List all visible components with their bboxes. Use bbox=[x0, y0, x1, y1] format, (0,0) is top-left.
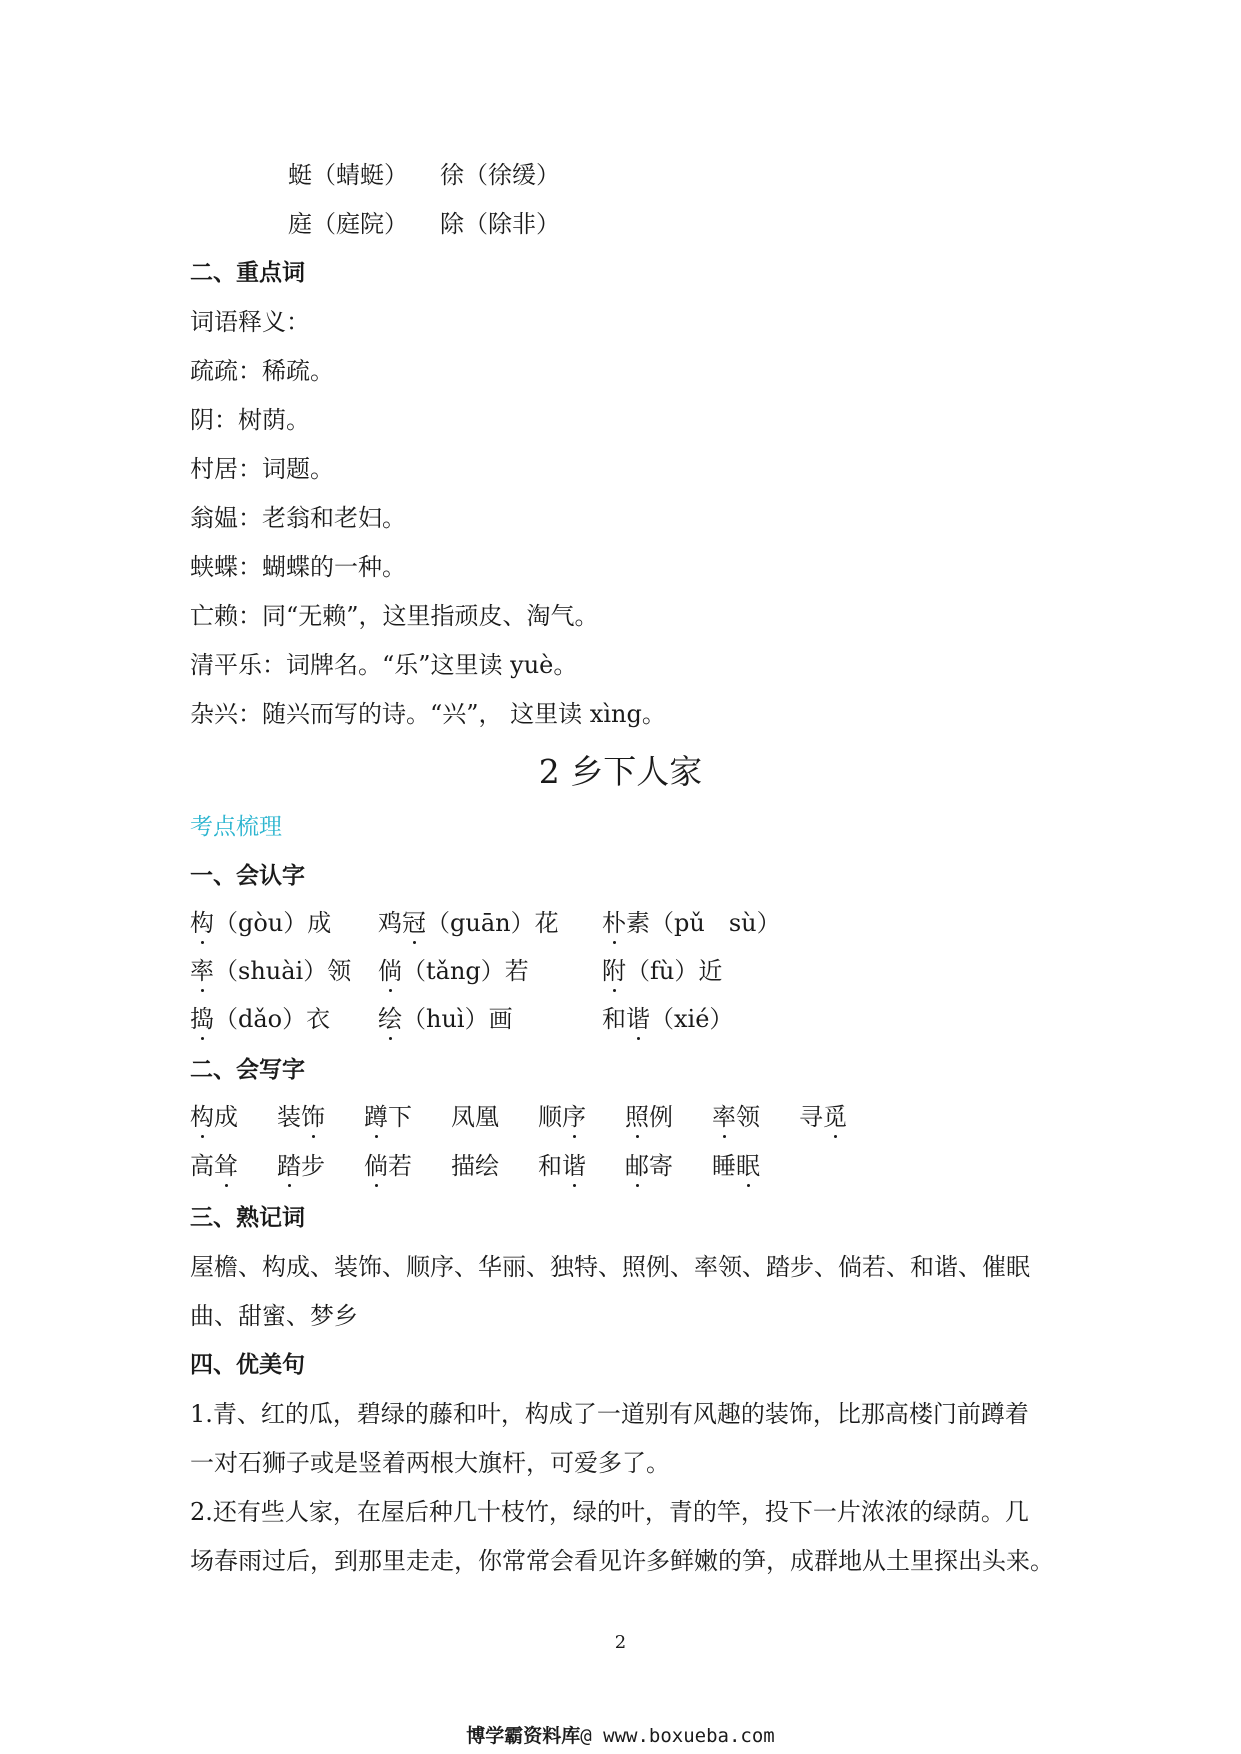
footer-watermark bbox=[0, 1721, 1241, 1748]
recognize-item: 捣（dǎo）衣 bbox=[190, 1005, 331, 1033]
recognize-item: 绘（huì）画 bbox=[378, 1005, 513, 1033]
memorize-line: 屋檐、构成、装饰、顺序、华丽、独特、照例、率领、踏步、倘若、和谐、催眠 bbox=[190, 1253, 1030, 1281]
definition-line: 杂兴：随兴而写的诗。“兴”， 这里读 xìng。 bbox=[190, 700, 666, 728]
pair-left: 庭（庭院） bbox=[288, 210, 408, 238]
recognize-item: 率（shuài）领 bbox=[190, 957, 352, 985]
recognize-item: 朴素（pǔ sù） bbox=[602, 909, 781, 937]
sentence-line: 2.还有些人家，在屋后种几十枝竹，绿的叶，青的竿，投下一片浓浓的绿荫。几 bbox=[190, 1498, 1029, 1526]
write-word: 倘若 bbox=[364, 1152, 412, 1180]
write-word: 睡眠 bbox=[712, 1152, 760, 1180]
pair-left: 蜓（蜻蜓） bbox=[288, 161, 408, 189]
sentence-line: 一对石狮子或是竖着两根大旗杆，可爱多了。 bbox=[190, 1449, 670, 1477]
recognize-item: 鸡冠（guān）花 bbox=[378, 909, 559, 937]
sentence-line: 1.青、红的瓜，碧绿的藤和叶，构成了一道别有风趣的装饰，比那高楼门前蹲着 bbox=[190, 1400, 1029, 1428]
write-word: 寻觅 bbox=[799, 1103, 847, 1131]
footer-url: @ www.boxueba.com bbox=[580, 1725, 775, 1747]
write-word: 蹲下 bbox=[364, 1103, 412, 1131]
definitions-label: 词语释义： bbox=[190, 308, 310, 336]
section-heading-memorize: 三、熟记词 bbox=[190, 1205, 305, 1231]
definition-line: 疏疏：稀疏。 bbox=[190, 357, 334, 385]
footer-site-name: 博学霸资料库 bbox=[466, 1725, 581, 1747]
lesson-title: 2 乡下人家 bbox=[538, 752, 703, 791]
section-heading-recognize: 一、会认字 bbox=[190, 863, 305, 889]
definition-line: 阴：树荫。 bbox=[190, 406, 310, 434]
definition-line: 亡赖：同“无赖”，这里指顽皮、淘气。 bbox=[190, 602, 599, 630]
page-number: 2 bbox=[614, 1632, 627, 1653]
write-word: 描绘 bbox=[451, 1152, 499, 1180]
pair-right: 徐（徐缓） bbox=[440, 161, 560, 189]
section-heading-key-words: 二、重点词 bbox=[190, 260, 305, 286]
recognize-item: 构（gòu）成 bbox=[190, 909, 332, 937]
sentence-line: 场春雨过后，到那里走走，你常常会看见许多鲜嫩的笋，成群地从土里探出头来。 bbox=[190, 1547, 1054, 1575]
recognize-item: 和谐（xié） bbox=[602, 1005, 734, 1033]
write-word: 顺序 bbox=[538, 1103, 586, 1131]
write-word: 装饰 bbox=[277, 1103, 325, 1131]
write-word: 凤凰 bbox=[451, 1103, 499, 1131]
definition-line: 清平乐：词牌名。“乐”这里读 yuè。 bbox=[190, 651, 578, 679]
definition-line: 翁媪：老翁和老妇。 bbox=[190, 504, 406, 532]
section-heading-write: 二、会写字 bbox=[190, 1057, 305, 1083]
write-word: 照例 bbox=[625, 1103, 673, 1131]
review-label: 考点梳理 bbox=[190, 814, 282, 840]
write-word: 邮寄 bbox=[625, 1152, 673, 1180]
write-word: 构成 bbox=[190, 1103, 238, 1131]
section-heading-sentences: 四、优美句 bbox=[190, 1352, 305, 1378]
definition-line: 蛱蝶：蝴蝶的一种。 bbox=[190, 553, 406, 581]
write-word: 踏步 bbox=[277, 1152, 325, 1180]
recognize-item: 附（fù）近 bbox=[602, 957, 723, 985]
definition-line: 村居：词题。 bbox=[190, 455, 334, 483]
write-word: 率领 bbox=[712, 1103, 760, 1131]
pair-right: 除（除非） bbox=[440, 210, 560, 238]
write-word: 高耸 bbox=[190, 1152, 238, 1180]
write-word: 和谐 bbox=[538, 1152, 586, 1180]
memorize-line: 曲、甜蜜、梦乡 bbox=[190, 1302, 358, 1330]
recognize-item: 倘（tǎng）若 bbox=[378, 957, 529, 985]
